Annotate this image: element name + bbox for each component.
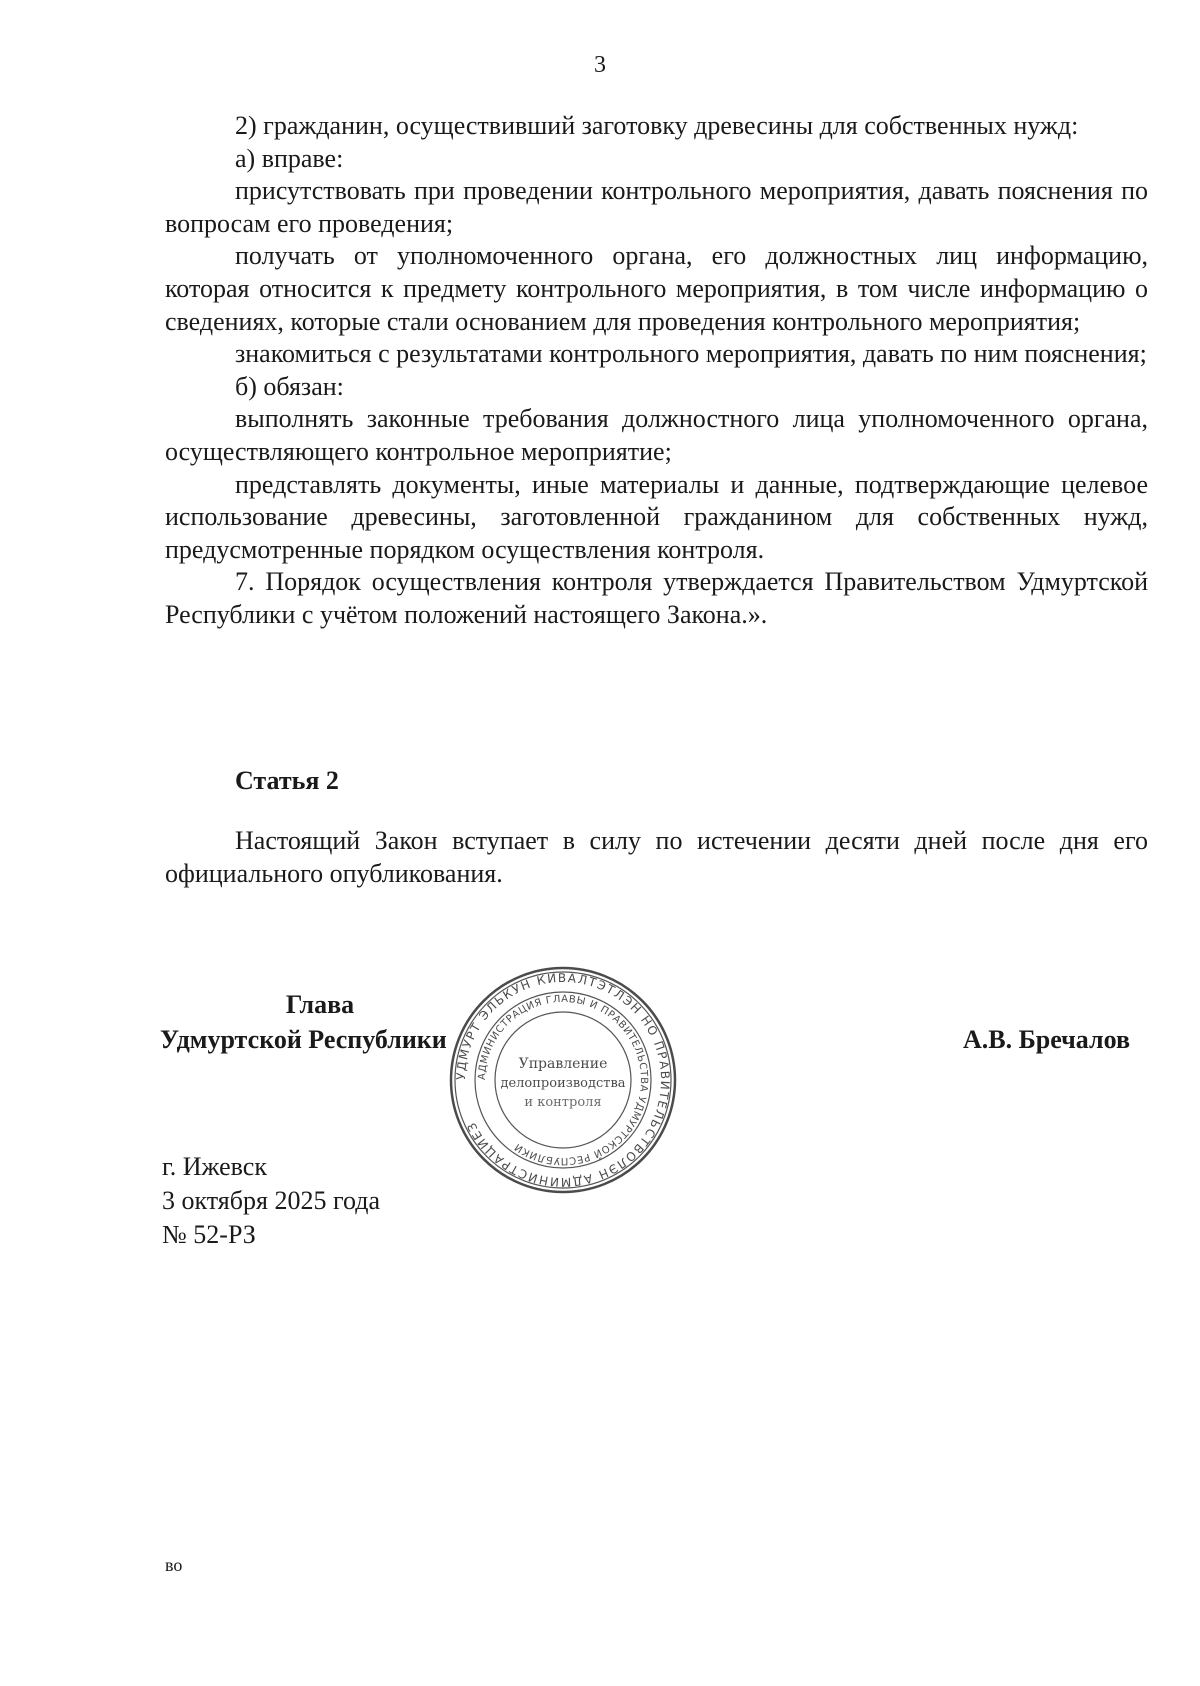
seal-center-line3: и контроля xyxy=(524,1095,602,1110)
signer-name: А.В. Бречалов xyxy=(962,1025,1130,1054)
paragraph: 2) гражданин, осуществивший заготовку древесины для собственных нужд: xyxy=(235,111,1079,140)
place-date-block xyxy=(162,1150,380,1252)
paragraph: выполнять законные требования должностного лица уполномоченного органа, осуществляющего контрольное мероприятие; xyxy=(165,404,1148,466)
place: г. Ижевск xyxy=(162,1152,267,1181)
paragraph: а) вправе: xyxy=(235,143,344,173)
footer-mark: во xyxy=(165,1555,183,1575)
document-body xyxy=(165,110,1148,632)
seal-center-line1: Управление xyxy=(518,1056,608,1072)
paragraph: 7. Порядок осуществления контроля утверждается Правительством Удмуртской Республики с учётом положений настоящего Закона.». xyxy=(165,567,1148,629)
article-paragraph: Настоящий Закон вступает в силу по истечении десяти дней после дня его официального опубликования. xyxy=(165,826,1148,888)
page-number: 3 xyxy=(594,52,606,78)
seal-center-line2: делопроизводства xyxy=(500,1076,626,1091)
seal-inner-text: АДМИНИСТРАЦИЯ ГЛАВЫ И ПРАВИТЕЛЬСТВА УДМУРТСКОЙ РЕСПУБЛИКИ xyxy=(476,993,650,1167)
paragraph: присутствовать при проведении контрольного мероприятия, давать пояснения по вопросам его проведения; xyxy=(165,176,1148,238)
article-body xyxy=(165,825,1148,890)
paragraph: представлять документы, иные материалы и данные, подтверждающие целевое использование древесины, заготовленной гражданином для собственных нужд, предусмотренные порядком осуществления контроля. xyxy=(165,469,1148,564)
paragraph: получать от уполномоченного органа, его должностных лиц информацию, которая относится к предмету контрольного мероприятия, в том числе информацию о сведениях, которые стали основанием для проведения контрольного мероприятия; xyxy=(165,241,1148,336)
date: 3 октября 2025 года xyxy=(162,1186,380,1215)
official-seal-icon xyxy=(448,965,678,1195)
seal-outer-text: УДМУРТ ЭЛЬКУН КИВАЛТЭТЛЭН НО ПРАВИТЕЛЬСТВОЛЭН АДМИНИСТРАЦИЕЗ xyxy=(453,970,673,1190)
signature-title-line1: Глава xyxy=(285,990,355,1019)
signature-title-line2: Удмуртской Республики xyxy=(160,1025,447,1054)
paragraph: б) обязан: xyxy=(235,371,344,401)
law-number: № 52-РЗ xyxy=(162,1220,256,1249)
article-heading: Статья 2 xyxy=(235,766,339,795)
paragraph: знакомиться с результатами контрольного мероприятия, давать по ним пояснения; xyxy=(235,339,1147,369)
